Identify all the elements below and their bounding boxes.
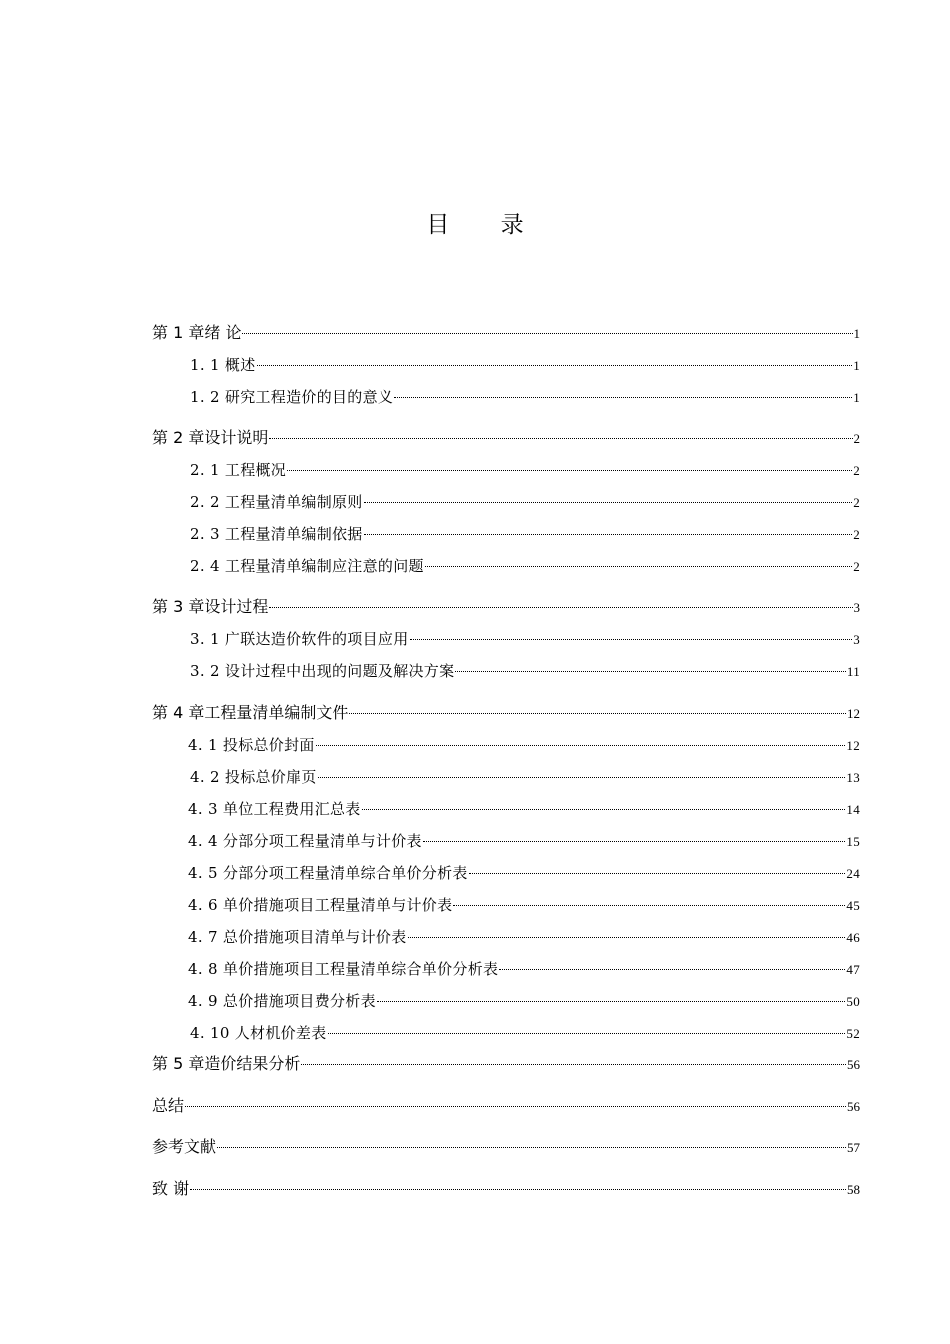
toc-entry-label: 4. 1 投标总价封面 [188,736,315,754]
toc-entry[interactable] [188,830,860,852]
toc-entry[interactable] [152,1095,860,1117]
dot-leader [423,841,846,842]
dot-leader [287,470,852,471]
toc-entry[interactable] [152,322,860,344]
toc-entry-label: 致 谢 [152,1179,190,1198]
toc-entry-page: 2 [853,559,860,574]
dot-leader [318,777,846,778]
dot-leader [362,809,846,810]
dot-leader [349,713,846,714]
toc-entry-page: 1 [853,390,860,405]
toc-entry-label: 4. 3 单位工程费用汇总表 [188,800,361,818]
toc-entry[interactable] [188,926,860,948]
toc-entry-label: 4. 5 分部分项工程量清单综合单价分析表 [188,864,468,882]
toc-entry-label: 第 5 章造价结果分析 [152,1054,301,1073]
dot-leader [301,1064,846,1065]
toc-entry-label: 4. 7 总价措施项目清单与计价表 [188,928,407,946]
toc-entry[interactable] [188,862,860,884]
toc-entry-label: 参考文献 [152,1137,217,1156]
toc-entry-page: 11 [846,664,860,679]
dot-leader [364,534,853,535]
toc-entry-label: 第 2 章设计说明 [152,428,269,447]
dot-leader [217,1147,846,1148]
toc-entry-page: 2 [853,527,860,542]
toc-entry-page: 2 [853,431,860,446]
toc-entry-page: 2 [853,495,860,510]
dot-leader [269,607,852,608]
toc-entry-page: 56 [847,1099,860,1114]
toc-entry[interactable] [190,523,860,545]
dot-leader [185,1106,846,1107]
toc-entry-label: 4. 4 分部分项工程量清单与计价表 [188,832,422,850]
toc-entry[interactable] [152,702,860,724]
toc-entry[interactable] [188,734,860,756]
toc-entry-page: 1 [853,358,860,373]
toc-entry-label: 2. 4 工程量清单编制应注意的问题 [190,557,424,575]
toc-entry-label: 4. 8 单价措施项目工程量清单综合单价分析表 [188,960,499,978]
toc-entry[interactable] [190,660,860,682]
dot-leader [499,969,845,970]
toc-entry-page: 1 [853,326,860,341]
toc-entry-page: 3 [853,600,860,615]
toc-entry-label: 总结 [152,1096,185,1115]
toc-entry-label: 2. 2 工程量清单编制原则 [190,493,363,511]
toc-entry[interactable] [190,628,860,650]
dot-leader [469,873,846,874]
dot-leader [269,438,852,439]
toc-entry-label: 3. 2 设计过程中出现的问题及解决方案 [190,662,455,680]
toc-entry-page: 56 [847,1057,860,1072]
dot-leader [377,1001,845,1002]
toc-entry-label: 1. 2 研究工程造价的目的意义 [190,388,394,406]
toc-entry-page: 2 [853,463,860,478]
toc-entry[interactable] [188,990,860,1012]
toc-entry[interactable] [152,427,860,449]
toc-entry-page: 12 [846,738,860,753]
toc-entry-page: 46 [846,930,860,945]
toc-entry[interactable] [190,491,860,513]
dot-leader [410,639,853,640]
toc-entry-label: 1. 1 概述 [190,356,256,374]
toc-entry[interactable] [190,555,860,577]
toc-entry[interactable] [152,596,860,618]
toc-entry-page: 14 [846,802,860,817]
toc-entry-label: 4. 9 总价措施项目费分析表 [188,992,376,1010]
toc-entry-page: 45 [846,898,860,913]
toc-entry[interactable] [190,386,860,408]
toc-entry[interactable] [188,894,860,916]
toc-entry-label: 第 3 章设计过程 [152,597,269,616]
toc-entry[interactable] [152,1053,860,1075]
dot-leader [394,397,852,398]
dot-leader [408,937,846,938]
dot-leader [316,745,846,746]
toc-entry-label: 2. 1 工程概况 [190,461,287,479]
toc-entry-page: 52 [846,1026,860,1041]
toc-entry-page: 13 [846,770,860,785]
toc-entry-page: 57 [847,1140,860,1155]
toc-entry[interactable] [190,1022,860,1044]
dot-leader [364,502,853,503]
dot-leader [242,333,852,334]
toc-entry-page: 47 [846,962,860,977]
toc-entry[interactable] [190,459,860,481]
toc-entry[interactable] [190,354,860,376]
toc-entry-page: 15 [846,834,860,849]
page-title: 目 录 [426,212,546,238]
toc-entry-label: 第 4 章工程量清单编制文件 [152,703,349,722]
toc-entry-page: 58 [847,1182,860,1197]
toc-entry-label: 2. 3 工程量清单编制依据 [190,525,363,543]
dot-leader [455,671,845,672]
toc-entry-label: 第 1 章绪 论 [152,323,242,342]
toc-entry-label: 4. 2 投标总价扉页 [190,768,317,786]
toc-entry[interactable] [152,1136,860,1158]
toc-entry[interactable] [188,798,860,820]
toc-entry-page: 24 [846,866,860,881]
toc-entry-label: 4. 10 人材机价差表 [190,1024,327,1042]
toc-entry-label: 3. 1 广联达造价软件的项目应用 [190,630,409,648]
toc-entry[interactable] [190,766,860,788]
toc-entry-page: 12 [847,706,860,721]
dot-leader [257,365,853,366]
toc-entry[interactable] [152,1178,860,1200]
toc-entry[interactable] [188,958,860,980]
toc-entry-page: 3 [853,632,860,647]
toc-entry-label: 4. 6 单价措施项目工程量清单与计价表 [188,896,453,914]
dot-leader [425,566,852,567]
dot-leader [190,1189,846,1190]
dot-leader [328,1033,846,1034]
toc-entry-page: 50 [846,994,860,1009]
dot-leader [453,905,845,906]
